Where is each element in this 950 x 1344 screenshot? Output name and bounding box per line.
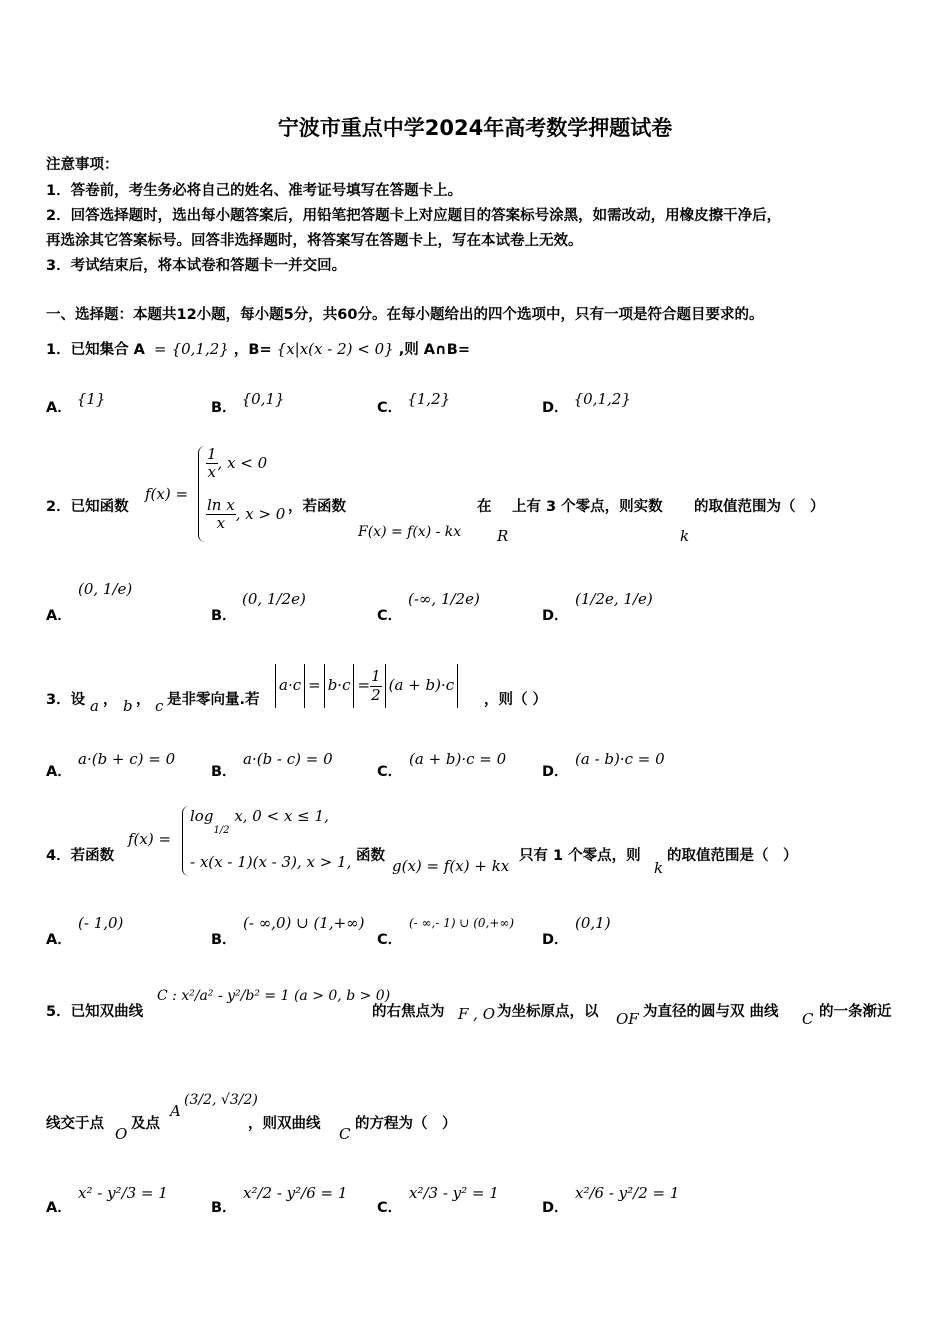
- q2-opt-a-val: (0, 1/e): [78, 580, 133, 598]
- q4-opt-b-val: (- ∞,0) ∪ (1,+∞): [243, 914, 365, 932]
- q2-brace: [198, 446, 205, 542]
- q1-stem-c: ,则 A∩B=: [398, 342, 471, 358]
- q5-point: (3/2, √3/2): [184, 1092, 258, 1108]
- q5-stem-h: ，则双曲线: [248, 1116, 321, 1132]
- q4-stem-d: 的取值范围是（ ）: [667, 848, 798, 864]
- q3-a: a: [90, 697, 99, 715]
- q2-stem-c: 上有 3 个零点，则实数: [512, 499, 663, 515]
- q2-case-2: $\frac{\text{ln x}}{x}$ , x > 0: [207, 496, 286, 533]
- q1-set-b: {x|x(x - 2) < 0}: [276, 340, 394, 358]
- q1-stem-a: 1．已知集合 A: [46, 342, 145, 358]
- q2-k: k: [680, 527, 690, 545]
- notice-item-1: 1．答卷前，考生务必将自己的姓名、准考证号填写在答题卡上。: [46, 183, 463, 199]
- notice-item-3: 3．考试结束后，将本试卷和答题卡一并交回。: [46, 258, 347, 274]
- q5-opt-b-val: x²/2 - y²/6 = 1: [243, 1184, 348, 1202]
- q5-option-b[interactable]: B．: [211, 1200, 237, 1216]
- q5-FO: F , O: [458, 1005, 496, 1023]
- q2-stem-d: 的取值范围为（ ）: [694, 499, 825, 515]
- q3-opt-d-val: (a - b)·c = 0: [575, 750, 665, 768]
- q2-zai: 在: [477, 499, 492, 515]
- q5-C2: C: [339, 1125, 351, 1143]
- q1-option-c[interactable]: C． {1,2}: [377, 390, 451, 416]
- q4-g: g(x) = f(x) + kx: [392, 857, 510, 875]
- q3-c: c: [155, 697, 164, 715]
- q3-stem-a: 3．设: [46, 692, 86, 708]
- section-heading: 一、选择题：本题共12小题，每小题5分，共60分。在每小题给出的四个选项中，只有一项是符合题目要求的。: [46, 307, 764, 323]
- q3-option-a[interactable]: A．: [46, 764, 72, 780]
- q1-option-b[interactable]: B． {0,1}: [211, 390, 285, 416]
- q5-opt-a-val: x² - y²/3 = 1: [78, 1184, 168, 1202]
- q5-stem-g: 及点: [131, 1116, 160, 1132]
- q5-opt-c-val: x²/3 - y² = 1: [409, 1184, 499, 1202]
- notice-item-2a: 2．回答选择题时，选出每小题答案后，用铅笔把答题卡上对应题目的答案标号涂黑，如需改动，用橡皮擦干净后，: [46, 208, 782, 224]
- q3-comma-1: ，: [103, 692, 118, 708]
- q2-option-d[interactable]: D．: [542, 608, 569, 624]
- q5-O: O: [115, 1125, 128, 1143]
- q3-comma-2: ，: [136, 692, 151, 708]
- page-title: 宁波市重点中学2024年高考数学押题试卷: [277, 116, 673, 140]
- q5-OF: OF: [616, 1010, 639, 1028]
- q2-case-1: $\frac{1}{x}$ , x < 0: [207, 445, 268, 482]
- q3-opt-a-val: a·(b + c) = 0: [78, 750, 176, 768]
- q3-b: b: [123, 697, 133, 715]
- q3-option-d[interactable]: D．: [542, 764, 569, 780]
- q2-f-label: f(x) =: [145, 485, 189, 503]
- q5-stem-d: 为直径的圆与双 曲线: [643, 1004, 779, 1020]
- q3-stem-b: 是非零向量.若: [167, 692, 260, 708]
- q4-k: k: [654, 859, 664, 877]
- q4-opt-d-val: (0,1): [575, 914, 611, 932]
- q4-stem-a: 4．若函数: [46, 848, 115, 864]
- q5-stem-e: 的一条渐近: [819, 1004, 892, 1020]
- notice-item-2b: 再选涂其它答案标号。回答非选择题时，将答案写在答题卡上，写在本试卷上无效。: [46, 233, 583, 249]
- q2-R: R: [497, 527, 509, 545]
- q2-F: F(x) = f(x) - kx: [358, 524, 462, 540]
- q3-option-b[interactable]: B．: [211, 764, 237, 780]
- q5-C: C: [802, 1010, 814, 1028]
- q4-case-1: $\log_{1/2} x$, 0 < x ≤ 1,: [190, 807, 329, 836]
- q5-stem-a: 5．已知双曲线: [46, 1004, 144, 1020]
- q4-brace: [182, 806, 189, 876]
- q4-case-2: - x(x - 1)(x - 3), x > 1,: [190, 853, 352, 871]
- q4-opt-a-val: (- 1,0): [78, 914, 124, 932]
- q5-stem-c: 为坐标原点，以: [497, 1004, 599, 1020]
- q2-option-a[interactable]: A．: [46, 608, 72, 624]
- q2-opt-c-val: (-∞, 1/2e): [408, 590, 480, 608]
- q3-stem-c: ，则（ ）: [484, 692, 548, 708]
- q1-stem: 1．已知集合 A = {0,1,2} ，B= {x|x(x - 2) < 0} ,则 A∩B=: [46, 340, 471, 358]
- q4-option-a[interactable]: A．: [46, 932, 72, 948]
- q5-stem-f: 线交于点: [46, 1116, 104, 1132]
- q5-equation: C : x²/a² - y²/b² = 1 (a > 0, b > 0): [157, 988, 391, 1004]
- q2-opt-d-val: (1/2e, 1/e): [575, 590, 653, 608]
- q5-option-c[interactable]: C．: [377, 1200, 403, 1216]
- q2-stem-b: ，若函数: [288, 499, 346, 515]
- q4-option-c[interactable]: C．: [377, 932, 403, 948]
- q3-opt-c-val: (a + b)·c = 0: [409, 750, 507, 768]
- q2-option-b[interactable]: B．: [211, 608, 237, 624]
- q1-option-d[interactable]: D． {0,1,2}: [542, 390, 631, 416]
- q4-option-d[interactable]: D．: [542, 932, 569, 948]
- q3-option-c[interactable]: C．: [377, 764, 403, 780]
- q5-option-d[interactable]: D．: [542, 1200, 569, 1216]
- q3-expression: a·c = b·c = $\frac{1}{2}$ (a + b)·c: [272, 664, 461, 708]
- q5-A: A: [170, 1102, 181, 1120]
- q5-opt-d-val: x²/6 - y²/2 = 1: [575, 1184, 680, 1202]
- q5-stem-b: 的右焦点为: [372, 1004, 445, 1020]
- q4-f-label: f(x) =: [128, 830, 172, 848]
- q1-set-a: {0,1,2}: [171, 340, 229, 358]
- q1-option-a[interactable]: A． {1}: [46, 390, 106, 416]
- q2-opt-b-val: (0, 1/2e): [242, 590, 306, 608]
- q3-opt-b-val: a·(b - c) = 0: [243, 750, 333, 768]
- q5-option-a[interactable]: A．: [46, 1200, 72, 1216]
- q1-stem-b: ，B=: [233, 342, 272, 358]
- q4-option-b[interactable]: B．: [211, 932, 237, 948]
- q2-option-c[interactable]: C．: [377, 608, 403, 624]
- q4-opt-c-val: (- ∞,- 1) ∪ (0,+∞): [409, 916, 515, 930]
- notice-heading: 注意事项：: [46, 157, 119, 173]
- q5-stem-i: 的方程为（ ）: [355, 1116, 457, 1132]
- q4-stem-c: 只有 1 个零点，则: [519, 848, 641, 864]
- q4-stem-b: 函数: [356, 848, 385, 864]
- q2-stem-a: 2．已知函数: [46, 499, 129, 515]
